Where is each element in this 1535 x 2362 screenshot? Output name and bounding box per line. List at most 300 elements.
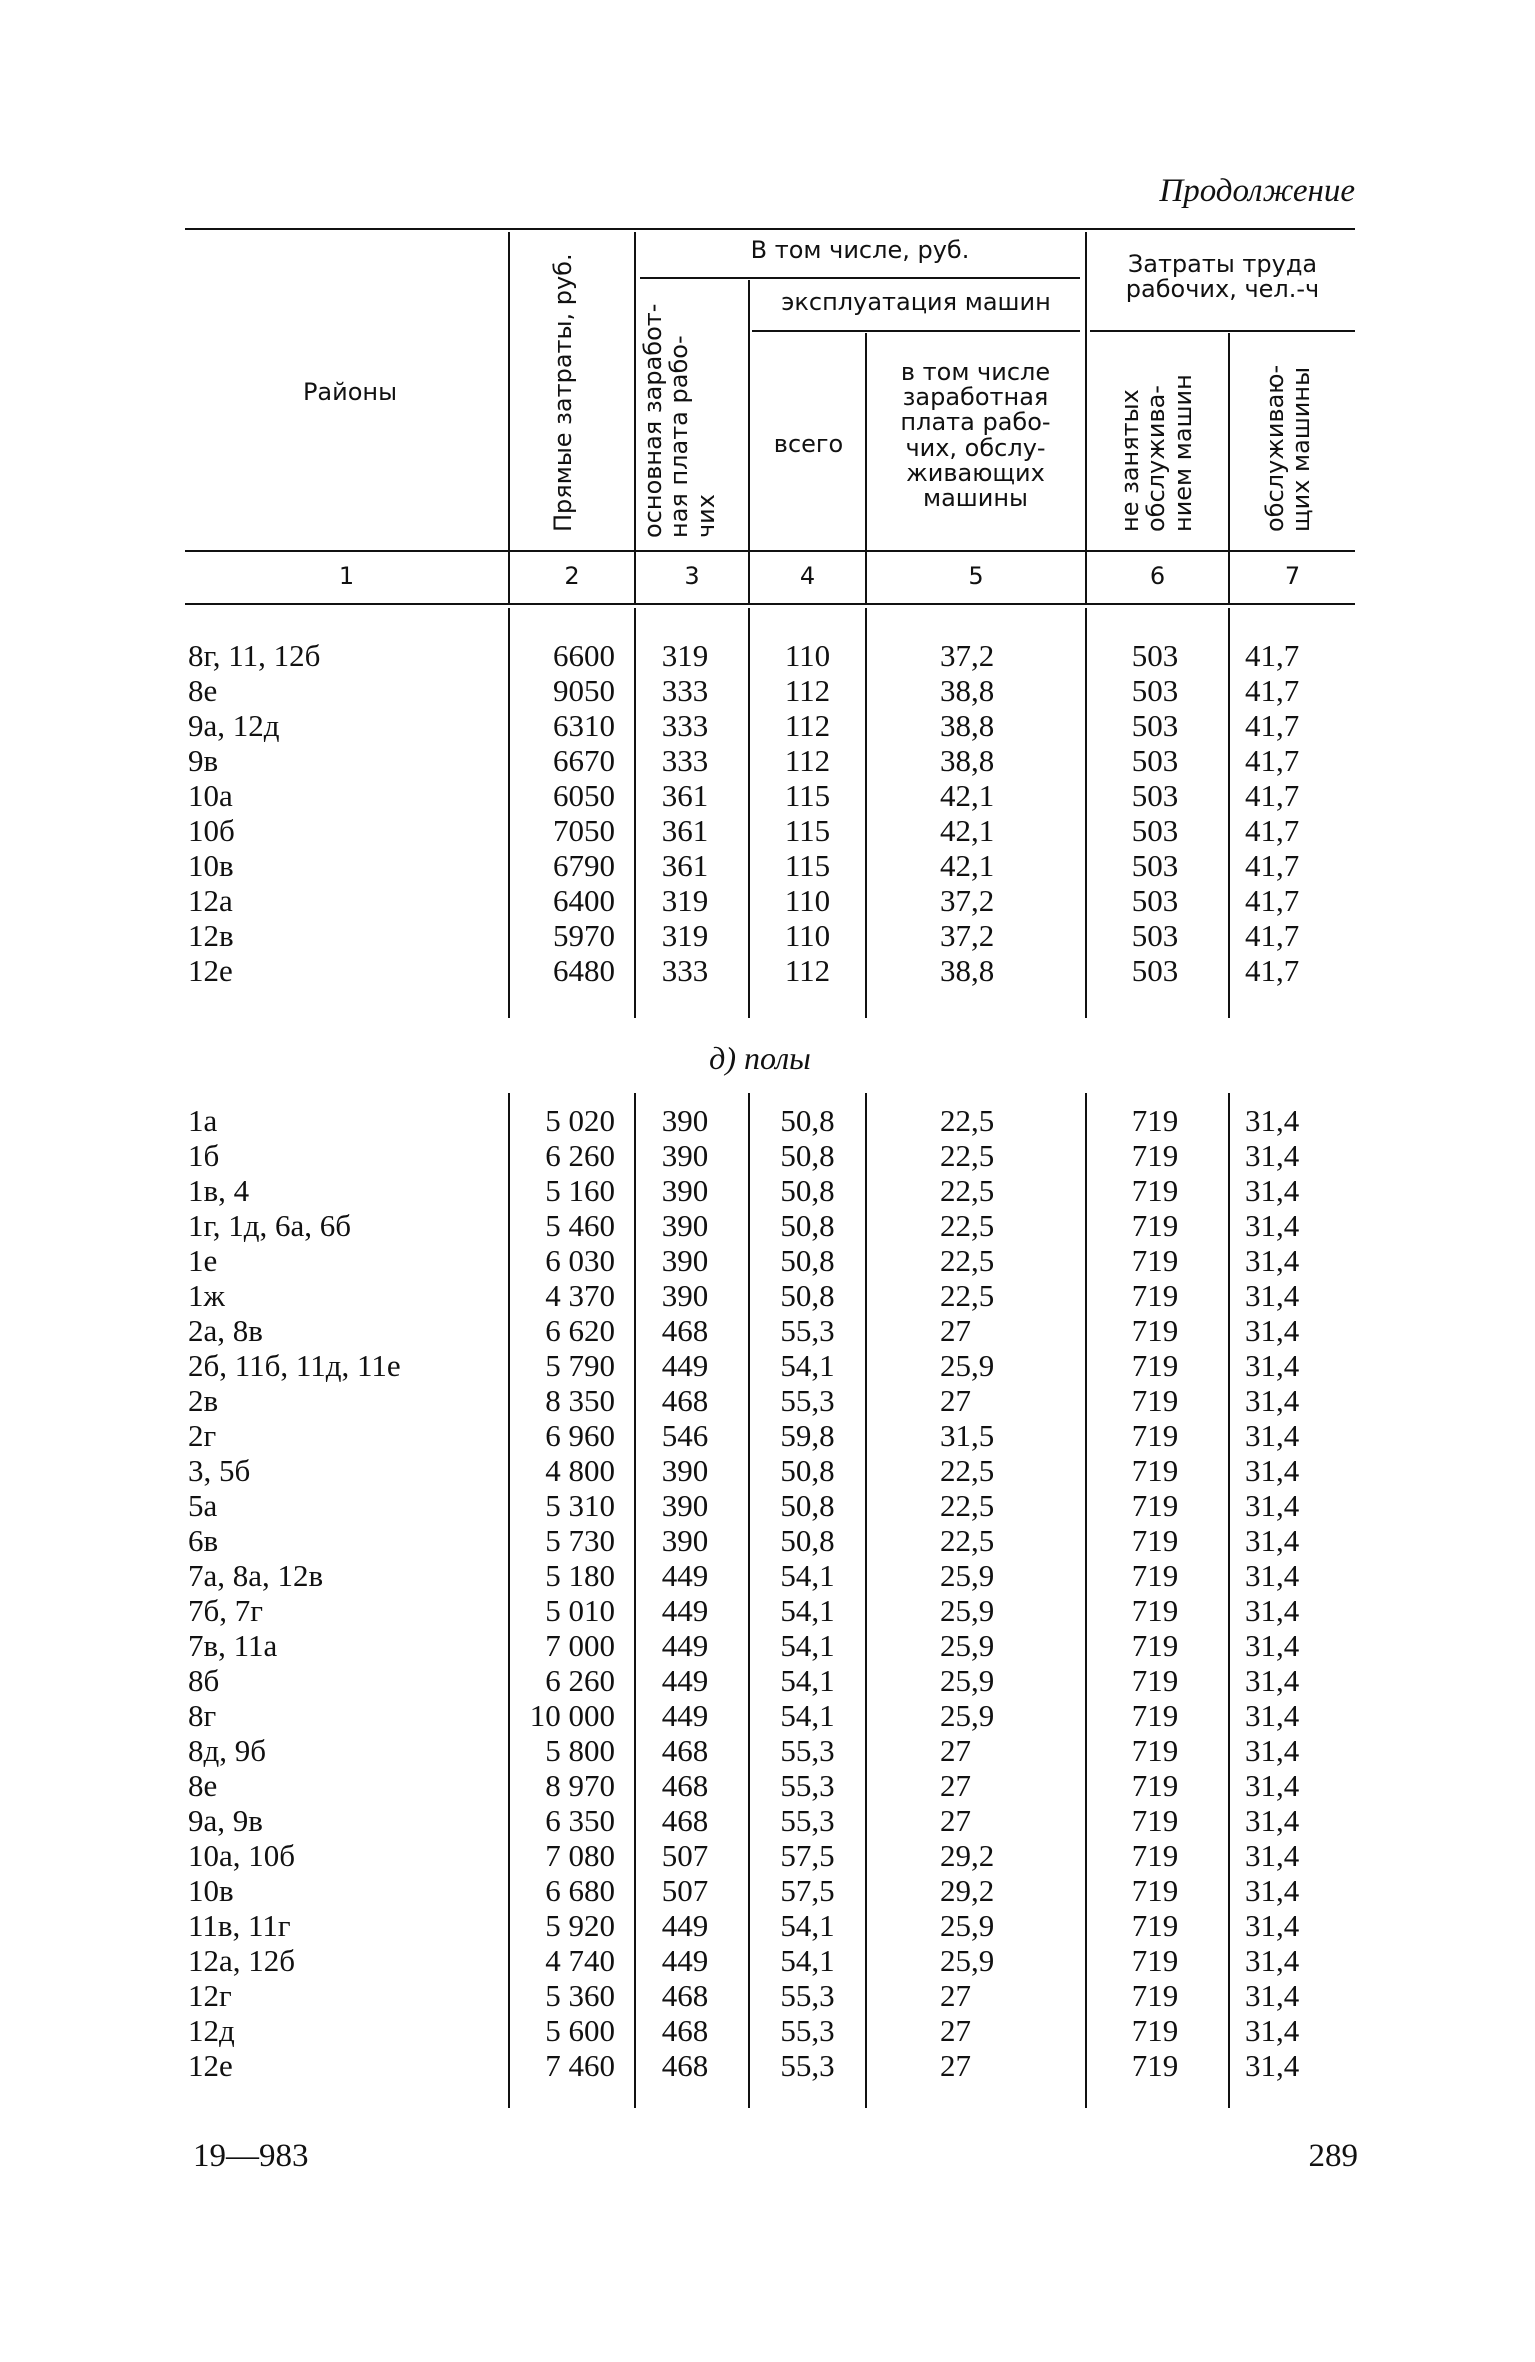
cell-direct-costs: 6 260 <box>545 1663 615 1698</box>
cell-basic-wages: 468 <box>661 1733 709 1768</box>
cell-region: 1а <box>188 1103 218 1138</box>
cell-region: 12в <box>188 918 234 953</box>
cell-labor-not-servicing: 719 <box>1131 1733 1179 1768</box>
cell-labor-servicing: 31,4 <box>1245 2048 1300 2083</box>
cell-labor-not-servicing: 719 <box>1131 1838 1179 1873</box>
cell-basic-wages: 468 <box>661 1313 709 1348</box>
cell-machine-wages: 27 <box>940 1313 971 1348</box>
cell-region: 10а, 10б <box>188 1838 296 1873</box>
cell-labor-not-servicing: 719 <box>1131 1873 1179 1908</box>
cell-region: 2в <box>188 1383 219 1418</box>
cell-machine-total: 50,8 <box>780 1278 835 1313</box>
cell-labor-servicing: 31,4 <box>1245 1943 1300 1978</box>
cell-machine-wages: 27 <box>940 2048 971 2083</box>
cell-labor-not-servicing: 503 <box>1131 778 1179 813</box>
cell-region: 12г <box>188 1978 232 2013</box>
cell-machine-wages: 37,2 <box>940 883 995 918</box>
body-divider-5a <box>1085 608 1087 1018</box>
cell-labor-servicing: 31,4 <box>1245 1558 1300 1593</box>
column-number-6: 6 <box>1149 562 1166 590</box>
cell-direct-costs: 7 080 <box>545 1838 615 1873</box>
cell-machine-wages: 38,8 <box>940 743 995 778</box>
cell-direct-costs: 5 160 <box>545 1173 615 1208</box>
cell-direct-costs: 5 310 <box>545 1488 615 1523</box>
cell-direct-costs: 5 020 <box>545 1103 615 1138</box>
cell-region: 10а <box>188 778 233 813</box>
cell-basic-wages: 507 <box>661 1838 709 1873</box>
cell-machine-total: 112 <box>784 673 831 708</box>
cell-basic-wages: 390 <box>661 1173 709 1208</box>
header-not-servicing: не занятых обслужива- нием машин <box>1116 374 1197 532</box>
cell-labor-not-servicing: 503 <box>1131 813 1179 848</box>
cell-machine-total: 50,8 <box>780 1103 835 1138</box>
cell-machine-wages: 31,5 <box>940 1418 995 1453</box>
cell-direct-costs: 5 010 <box>545 1593 615 1628</box>
cell-direct-costs: 5 790 <box>545 1348 615 1383</box>
cell-labor-servicing: 31,4 <box>1245 1173 1300 1208</box>
cell-machine-wages: 22,5 <box>940 1278 995 1313</box>
cell-machine-total: 54,1 <box>780 1593 835 1628</box>
cell-basic-wages: 319 <box>661 918 709 953</box>
cell-labor-not-servicing: 719 <box>1131 2048 1179 2083</box>
cell-labor-servicing: 41,7 <box>1245 673 1300 708</box>
cell-direct-costs: 4 370 <box>545 1278 615 1313</box>
cell-machine-wages: 42,1 <box>940 813 995 848</box>
cell-machine-wages: 27 <box>940 1733 971 1768</box>
cell-direct-costs: 4 800 <box>545 1453 615 1488</box>
cell-region: 12е <box>188 953 233 988</box>
cell-machine-wages: 42,1 <box>940 848 995 883</box>
cell-region: 5а <box>188 1488 218 1523</box>
cell-basic-wages: 468 <box>661 1383 709 1418</box>
cell-basic-wages: 333 <box>661 953 709 988</box>
cell-labor-not-servicing: 719 <box>1131 1978 1179 2013</box>
cell-basic-wages: 333 <box>661 743 709 778</box>
cell-basic-wages: 361 <box>661 813 709 848</box>
cell-machine-wages: 27 <box>940 1768 971 1803</box>
cell-machine-wages: 22,5 <box>940 1103 995 1138</box>
header-labor-costs: Затраты труда рабочих, чел.-ч <box>1125 250 1320 304</box>
cell-machine-wages: 22,5 <box>940 1138 995 1173</box>
column-number-4: 4 <box>799 562 816 590</box>
subheader-rule-including <box>640 277 1080 279</box>
cell-direct-costs: 7050 <box>553 813 615 848</box>
body-divider-5b <box>1085 1093 1087 2108</box>
cell-basic-wages: 449 <box>661 1628 709 1663</box>
header-machine-operation: эксплуатация машин <box>781 288 1051 316</box>
cell-direct-costs: 5 800 <box>545 1733 615 1768</box>
cell-region: 8е <box>188 1768 218 1803</box>
cell-labor-servicing: 31,4 <box>1245 1733 1300 1768</box>
cell-labor-not-servicing: 719 <box>1131 1698 1179 1733</box>
cell-labor-servicing: 31,4 <box>1245 2013 1300 2048</box>
body-divider-6b <box>1228 1093 1230 2108</box>
body-divider-1b <box>508 1093 510 2108</box>
column-number-2: 2 <box>564 562 580 590</box>
cell-direct-costs: 6310 <box>553 708 615 743</box>
cell-labor-servicing: 41,7 <box>1245 813 1300 848</box>
cell-region: 8д, 9б <box>188 1733 267 1768</box>
cell-labor-not-servicing: 719 <box>1131 1523 1179 1558</box>
cell-region: 8е <box>188 673 218 708</box>
cell-region: 8г, 11, 12б <box>188 638 321 673</box>
cell-labor-servicing: 31,4 <box>1245 1663 1300 1698</box>
cell-basic-wages: 468 <box>661 2013 709 2048</box>
cell-machine-total: 57,5 <box>780 1873 835 1908</box>
cell-machine-wages: 25,9 <box>940 1663 995 1698</box>
cell-machine-wages: 27 <box>940 2013 971 2048</box>
cell-machine-total: 110 <box>784 638 831 673</box>
cell-labor-not-servicing: 719 <box>1131 1593 1179 1628</box>
body-divider-3a <box>748 608 750 1018</box>
cell-labor-not-servicing: 503 <box>1131 848 1179 883</box>
cell-region: 1г, 1д, 6а, 6б <box>188 1208 352 1243</box>
cell-region: 6в <box>188 1523 219 1558</box>
cell-labor-not-servicing: 719 <box>1131 2013 1179 2048</box>
cell-machine-total: 54,1 <box>780 1943 835 1978</box>
cell-machine-wages: 29,2 <box>940 1873 995 1908</box>
cell-basic-wages: 390 <box>661 1103 709 1138</box>
cell-labor-servicing: 31,4 <box>1245 1698 1300 1733</box>
cell-labor-servicing: 31,4 <box>1245 1453 1300 1488</box>
cell-basic-wages: 319 <box>661 638 709 673</box>
section-title-floors: д) полы <box>709 1040 811 1076</box>
cell-region: 12а, 12б <box>188 1943 296 1978</box>
cell-labor-servicing: 41,7 <box>1245 918 1300 953</box>
cell-labor-servicing: 31,4 <box>1245 1488 1300 1523</box>
cell-direct-costs: 5 600 <box>545 2013 615 2048</box>
cell-region: 10в <box>188 1873 234 1908</box>
cell-labor-not-servicing: 503 <box>1131 743 1179 778</box>
cell-basic-wages: 361 <box>661 848 709 883</box>
cell-labor-servicing: 41,7 <box>1245 708 1300 743</box>
cell-labor-not-servicing: 719 <box>1131 1138 1179 1173</box>
column-number-1: 1 <box>338 562 355 590</box>
header-machine-wages: в том числе заработная плата рабо-чих, обслу-живающих машины <box>900 358 1051 512</box>
cell-machine-wages: 42,1 <box>940 778 995 813</box>
cell-region: 1ж <box>188 1278 225 1313</box>
cell-direct-costs: 6 960 <box>545 1418 615 1453</box>
body-divider-6a <box>1228 608 1230 1018</box>
cell-machine-wages: 22,5 <box>940 1173 995 1208</box>
cell-labor-servicing: 31,4 <box>1245 1243 1300 1278</box>
cell-labor-servicing: 31,4 <box>1245 1628 1300 1663</box>
cell-machine-total: 112 <box>784 953 831 988</box>
cell-basic-wages: 468 <box>661 1803 709 1838</box>
cell-labor-not-servicing: 719 <box>1131 1768 1179 1803</box>
cell-region: 7а, 8а, 12в <box>188 1558 324 1593</box>
cell-machine-wages: 38,8 <box>940 673 995 708</box>
cell-labor-servicing: 31,4 <box>1245 1908 1300 1943</box>
cell-region: 9а, 12д <box>188 708 280 743</box>
cell-machine-total: 54,1 <box>780 1663 835 1698</box>
body-divider-4b <box>865 1093 867 2108</box>
cell-direct-costs: 5 730 <box>545 1523 615 1558</box>
header-direct-costs: Прямые затраты, руб. <box>549 253 577 532</box>
cell-machine-wages: 27 <box>940 1383 971 1418</box>
cell-basic-wages: 507 <box>661 1873 709 1908</box>
cell-basic-wages: 333 <box>661 708 709 743</box>
cell-region: 10б <box>188 813 235 848</box>
cell-region: 12д <box>188 2013 235 2048</box>
cell-labor-not-servicing: 719 <box>1131 1908 1179 1943</box>
cell-direct-costs: 5970 <box>553 918 615 953</box>
cell-direct-costs: 5 460 <box>545 1208 615 1243</box>
cell-machine-wages: 22,5 <box>940 1488 995 1523</box>
cell-machine-total: 55,3 <box>780 1768 835 1803</box>
cell-direct-costs: 5 360 <box>545 1978 615 2013</box>
cell-direct-costs: 6 680 <box>545 1873 615 1908</box>
cell-region: 9а, 9в <box>188 1803 263 1838</box>
cell-direct-costs: 6600 <box>553 638 615 673</box>
cell-labor-servicing: 31,4 <box>1245 1768 1300 1803</box>
cell-machine-total: 54,1 <box>780 1628 835 1663</box>
cell-labor-not-servicing: 503 <box>1131 673 1179 708</box>
cell-direct-costs: 10 000 <box>529 1698 615 1733</box>
cell-labor-not-servicing: 719 <box>1131 1278 1179 1313</box>
header-divider-5 <box>1085 232 1087 604</box>
cell-machine-wages: 25,9 <box>940 1908 995 1943</box>
cell-basic-wages: 319 <box>661 883 709 918</box>
cell-region: 12е <box>188 2048 233 2083</box>
cell-machine-total: 55,3 <box>780 2013 835 2048</box>
header-divider-2 <box>634 232 636 604</box>
cell-machine-total: 54,1 <box>780 1348 835 1383</box>
cell-machine-wages: 38,8 <box>940 708 995 743</box>
cell-labor-not-servicing: 719 <box>1131 1208 1179 1243</box>
cell-direct-costs: 6050 <box>553 778 615 813</box>
cell-machine-total: 50,8 <box>780 1523 835 1558</box>
column-numbers-rule <box>185 603 1355 605</box>
cell-labor-not-servicing: 719 <box>1131 1628 1179 1663</box>
cell-machine-wages: 29,2 <box>940 1838 995 1873</box>
cell-direct-costs: 8 350 <box>545 1383 615 1418</box>
cell-basic-wages: 449 <box>661 1663 709 1698</box>
cell-machine-wages: 22,5 <box>940 1208 995 1243</box>
header-total: всего <box>773 430 844 458</box>
column-number-7: 7 <box>1284 562 1301 590</box>
cell-machine-wages: 25,9 <box>940 1698 995 1733</box>
cell-machine-total: 54,1 <box>780 1698 835 1733</box>
cell-region: 1е <box>188 1243 218 1278</box>
cell-labor-not-servicing: 503 <box>1131 953 1179 988</box>
cell-basic-wages: 333 <box>661 673 709 708</box>
cell-direct-costs: 6790 <box>553 848 615 883</box>
cell-labor-servicing: 31,4 <box>1245 1103 1300 1138</box>
cell-basic-wages: 390 <box>661 1488 709 1523</box>
cell-machine-total: 50,8 <box>780 1243 835 1278</box>
cell-region: 3, 5б <box>188 1453 251 1488</box>
cell-basic-wages: 449 <box>661 1558 709 1593</box>
cell-basic-wages: 449 <box>661 1348 709 1383</box>
cell-machine-wages: 38,8 <box>940 953 995 988</box>
cell-labor-servicing: 31,4 <box>1245 1313 1300 1348</box>
cell-region: 12а <box>188 883 233 918</box>
subheader-rule-machines <box>752 330 1080 332</box>
cell-machine-wages: 25,9 <box>940 1593 995 1628</box>
cell-labor-not-servicing: 719 <box>1131 1943 1179 1978</box>
cell-basic-wages: 390 <box>661 1278 709 1313</box>
cell-machine-wages: 25,9 <box>940 1943 995 1978</box>
cell-basic-wages: 449 <box>661 1698 709 1733</box>
cell-machine-total: 50,8 <box>780 1138 835 1173</box>
cell-labor-servicing: 31,4 <box>1245 1383 1300 1418</box>
cell-region: 1б <box>188 1138 220 1173</box>
cell-labor-not-servicing: 719 <box>1131 1243 1179 1278</box>
cell-labor-not-servicing: 719 <box>1131 1663 1179 1698</box>
cell-basic-wages: 390 <box>661 1138 709 1173</box>
cell-labor-servicing: 31,4 <box>1245 1838 1300 1873</box>
cell-machine-total: 50,8 <box>780 1208 835 1243</box>
cell-machine-total: 54,1 <box>780 1908 835 1943</box>
cell-labor-not-servicing: 719 <box>1131 1453 1179 1488</box>
cell-basic-wages: 546 <box>661 1418 709 1453</box>
cell-region: 1в, 4 <box>188 1173 250 1208</box>
cell-region: 2а, 8в <box>188 1313 263 1348</box>
cell-basic-wages: 390 <box>661 1523 709 1558</box>
cell-machine-total: 112 <box>784 708 831 743</box>
cell-machine-total: 50,8 <box>780 1173 835 1208</box>
cell-basic-wages: 449 <box>661 1908 709 1943</box>
column-number-5: 5 <box>968 562 984 590</box>
cell-region: 10в <box>188 848 234 883</box>
cell-machine-total: 55,3 <box>780 1383 835 1418</box>
cell-basic-wages: 390 <box>661 1243 709 1278</box>
cell-direct-costs: 6670 <box>553 743 615 778</box>
cell-labor-servicing: 41,7 <box>1245 778 1300 813</box>
header-basic-wages: основная заработ- ная плата рабо- чих <box>639 303 720 538</box>
cell-basic-wages: 390 <box>661 1208 709 1243</box>
cell-machine-wages: 37,2 <box>940 918 995 953</box>
cell-labor-servicing: 31,4 <box>1245 1418 1300 1453</box>
cell-machine-total: 50,8 <box>780 1453 835 1488</box>
cell-machine-wages: 22,5 <box>940 1453 995 1488</box>
cell-direct-costs: 7 000 <box>545 1628 615 1663</box>
cell-direct-costs: 6400 <box>553 883 615 918</box>
cell-direct-costs: 6 620 <box>545 1313 615 1348</box>
cell-labor-not-servicing: 719 <box>1131 1103 1179 1138</box>
subheader-rule-labor <box>1090 330 1355 332</box>
cell-basic-wages: 468 <box>661 1978 709 2013</box>
cell-direct-costs: 8 970 <box>545 1768 615 1803</box>
cell-machine-total: 54,1 <box>780 1558 835 1593</box>
cell-machine-total: 55,3 <box>780 1803 835 1838</box>
cell-direct-costs: 9050 <box>553 673 615 708</box>
cell-direct-costs: 6 350 <box>545 1803 615 1838</box>
cell-direct-costs: 4 740 <box>545 1943 615 1978</box>
cell-machine-wages: 25,9 <box>940 1558 995 1593</box>
cell-labor-servicing: 31,4 <box>1245 1278 1300 1313</box>
cell-labor-servicing: 41,7 <box>1245 848 1300 883</box>
cell-labor-not-servicing: 719 <box>1131 1383 1179 1418</box>
cell-region: 11в, 11г <box>188 1908 291 1943</box>
cell-region: 8б <box>188 1663 220 1698</box>
header-bottom-rule <box>185 550 1355 552</box>
cell-machine-wages: 37,2 <box>940 638 995 673</box>
cell-labor-servicing: 41,7 <box>1245 883 1300 918</box>
body-divider-4a <box>865 608 867 1018</box>
cell-basic-wages: 468 <box>661 2048 709 2083</box>
continuation-label: Продолжение <box>1159 173 1355 209</box>
header-divider-3 <box>748 280 750 604</box>
cell-direct-costs: 7 460 <box>545 2048 615 2083</box>
cell-basic-wages: 468 <box>661 1768 709 1803</box>
cell-machine-total: 55,3 <box>780 1733 835 1768</box>
cell-direct-costs: 6 260 <box>545 1138 615 1173</box>
page-number: 289 <box>1308 2138 1358 2174</box>
cell-machine-total: 110 <box>784 883 831 918</box>
cell-labor-not-servicing: 503 <box>1131 918 1179 953</box>
cell-labor-servicing: 41,7 <box>1245 953 1300 988</box>
cell-machine-wages: 27 <box>940 1803 971 1838</box>
cell-machine-total: 115 <box>784 848 831 883</box>
body-divider-1a <box>508 608 510 1018</box>
cell-labor-servicing: 41,7 <box>1245 638 1300 673</box>
cell-labor-servicing: 31,4 <box>1245 1593 1300 1628</box>
cell-machine-total: 55,3 <box>780 1978 835 2013</box>
cell-machine-wages: 25,9 <box>940 1628 995 1663</box>
cell-direct-costs: 5 180 <box>545 1558 615 1593</box>
cell-labor-servicing: 31,4 <box>1245 1803 1300 1838</box>
cell-basic-wages: 361 <box>661 778 709 813</box>
cell-labor-not-servicing: 719 <box>1131 1418 1179 1453</box>
cell-direct-costs: 6 030 <box>545 1243 615 1278</box>
cell-labor-not-servicing: 719 <box>1131 1348 1179 1383</box>
cell-machine-wages: 22,5 <box>940 1243 995 1278</box>
cell-labor-servicing: 41,7 <box>1245 743 1300 778</box>
cell-region: 7б, 7г <box>188 1593 263 1628</box>
body-divider-3b <box>748 1093 750 2108</box>
cell-region: 7в, 11а <box>188 1628 278 1663</box>
column-number-3: 3 <box>684 562 700 590</box>
cell-machine-total: 59,8 <box>780 1418 835 1453</box>
cell-machine-total: 55,3 <box>780 2048 835 2083</box>
cell-labor-not-servicing: 719 <box>1131 1803 1179 1838</box>
cell-machine-total: 57,5 <box>780 1838 835 1873</box>
cell-labor-not-servicing: 719 <box>1131 1488 1179 1523</box>
cell-direct-costs: 6480 <box>553 953 615 988</box>
cell-machine-wages: 25,9 <box>940 1348 995 1383</box>
cell-labor-servicing: 31,4 <box>1245 1978 1300 2013</box>
cell-basic-wages: 390 <box>661 1453 709 1488</box>
cell-machine-total: 55,3 <box>780 1313 835 1348</box>
cell-region: 2г <box>188 1418 217 1453</box>
cell-region: 2б, 11б, 11д, 11е <box>188 1348 401 1383</box>
cell-machine-total: 112 <box>784 743 831 778</box>
header-servicing: обслуживаю- щих машины <box>1261 364 1316 532</box>
cell-labor-servicing: 31,4 <box>1245 1138 1300 1173</box>
cell-direct-costs: 5 920 <box>545 1908 615 1943</box>
cell-machine-total: 115 <box>784 813 831 848</box>
cell-region: 8г <box>188 1698 217 1733</box>
cell-labor-not-servicing: 503 <box>1131 638 1179 673</box>
cell-machine-wages: 22,5 <box>940 1523 995 1558</box>
cell-labor-not-servicing: 503 <box>1131 883 1179 918</box>
cell-machine-wages: 27 <box>940 1978 971 2013</box>
cell-basic-wages: 449 <box>661 1593 709 1628</box>
cell-labor-servicing: 31,4 <box>1245 1348 1300 1383</box>
header-divider-1 <box>508 232 510 604</box>
cell-labor-servicing: 31,4 <box>1245 1873 1300 1908</box>
cell-machine-total: 115 <box>784 778 831 813</box>
table-top-rule <box>185 228 1355 230</box>
cell-labor-not-servicing: 719 <box>1131 1173 1179 1208</box>
cell-machine-total: 110 <box>784 918 831 953</box>
cell-labor-servicing: 31,4 <box>1245 1523 1300 1558</box>
header-including-rub: В том числе, руб. <box>750 236 970 264</box>
cell-labor-servicing: 31,4 <box>1245 1208 1300 1243</box>
cell-machine-total: 50,8 <box>780 1488 835 1523</box>
